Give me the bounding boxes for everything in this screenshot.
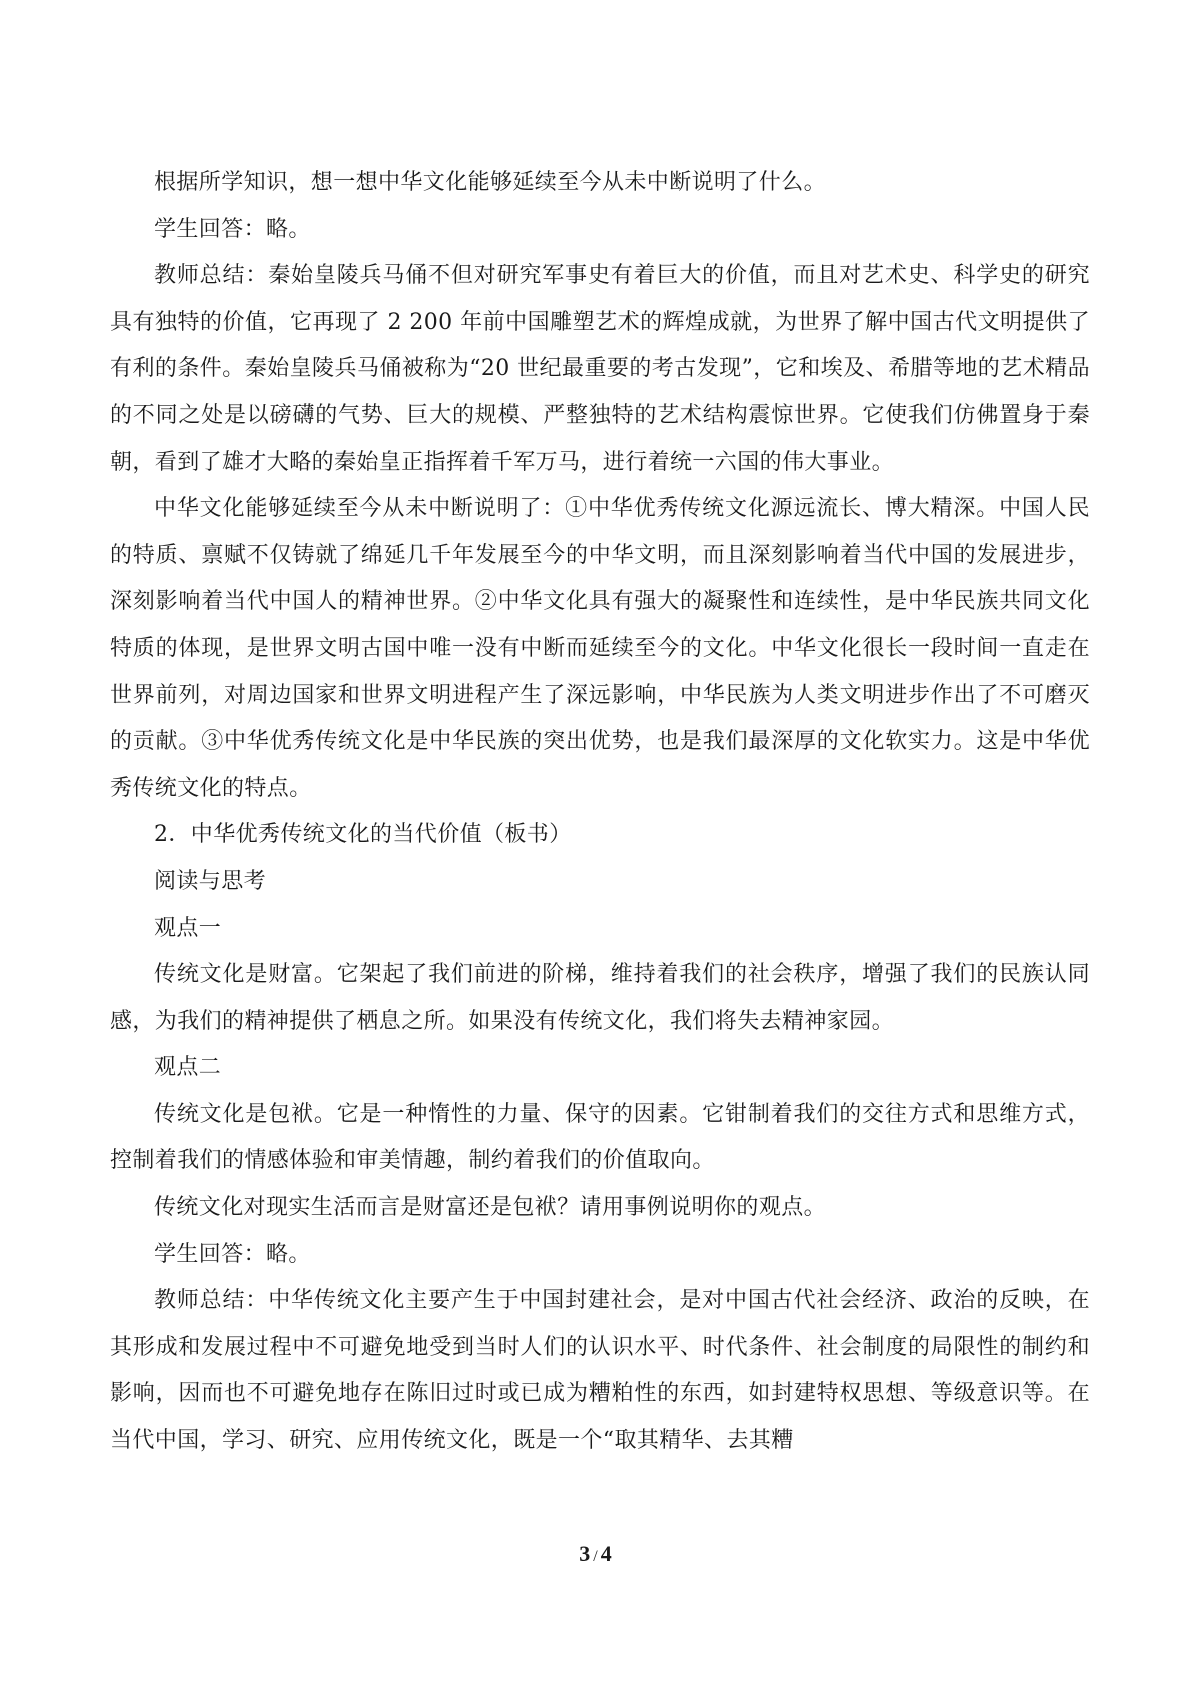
- current-page-number: 3: [579, 1541, 591, 1566]
- viewpoint-two-label: 观点二: [154, 1055, 222, 1081]
- paragraph-discussion-question: 传统文化对现实生活而言是财富还是包袱？请用事例说明你的观点。: [154, 1195, 827, 1221]
- paragraph-student-answer: 学生回答：略。: [154, 216, 311, 242]
- paragraph-read-think: 阅读与思考: [154, 868, 267, 894]
- paragraph-student-answer-2: 学生回答：略。: [154, 1241, 311, 1267]
- paragraph-teacher-summary-2: 教师总结：中华传统文化主要产生于中国封建社会，是对中国古代社会经济、政治的反映，在其形成和发展过程中不可避免地受到当时人们的认识水平、时代条件、社会制度的局限性的制约和影响，因而也不可避免地存在陈旧过时或已成为糟粕性的东西，如封建特权思想、等级意识等。在当代中国，学习、研究、应用传统文化，既是一个“取其精华、去其糟: [110, 1288, 1090, 1454]
- section-heading: 2．中华优秀传统文化的当代价值（板书）: [154, 822, 572, 848]
- paragraph-continuity-explanation: 中华文化能够延续至今从未中断说明了：①中华优秀传统文化源远流长、博大精深。中国人民的特质、禀赋不仅铸就了绵延几千年发展至今的中华文明，而且深刻影响着当代中国的发展进步，深刻影响着当代中国人的精神世界。②中华文化具有强大的凝聚性和连续性，是中华民族共同文化特质的体现，是世界文明古国中唯一没有中断而延续至今的文化。中华文化很长一段时间一直走在世界前列，对周边国家和世界文明进程产生了深远影响，中华民族为人类文明进步作出了不可磨灭的贡献。③中华优秀传统文化是中华民族的突出优势，也是我们最深厚的文化软实力。这是中华优秀传统文化的特点。: [110, 496, 1090, 801]
- viewpoint-one-label: 观点一: [154, 915, 222, 941]
- page-separator: /: [593, 1548, 598, 1565]
- total-pages-number: 4: [600, 1541, 612, 1566]
- paragraph-teacher-summary: 教师总结：秦始皇陵兵马俑不但对研究军事史有着巨大的价值，而且对艺术史、科学史的研究具有独特的价值，它再现了 2 200 年前中国雕塑艺术的辉煌成就，为世界了解中国古代文明提供了有利的条件。秦始皇陵兵马俑被称为“20 世纪最重要的考古发现”，它和埃及、希腊等地的艺术精品的不同之处是以磅礴的气势、巨大的规模、严整独特的艺术结构震惊世界。它使我们仿佛置身于秦朝，看到了雄才大略的秦始皇正指挥着千军万马，进行着统一六国的伟大事业。: [110, 263, 1090, 475]
- document-body: [110, 160, 1090, 1465]
- viewpoint-two-text: 传统文化是包袱。它是一种惰性的力量、保守的因素。它钳制着我们的交往方式和思维方式，控制着我们的情感体验和审美情趣，制约着我们的价值取向。: [110, 1101, 1090, 1174]
- page-number: [0, 1541, 1191, 1567]
- paragraph-question: 根据所学知识，想一想中华文化能够延续至今从未中断说明了什么。: [154, 170, 827, 195]
- viewpoint-one-text: 传统文化是财富。它架起了我们前进的阶梯，维持着我们的社会秩序，增强了我们的民族认同感，为我们的精神提供了栖息之所。如果没有传统文化，我们将失去精神家园。: [110, 962, 1090, 1034]
